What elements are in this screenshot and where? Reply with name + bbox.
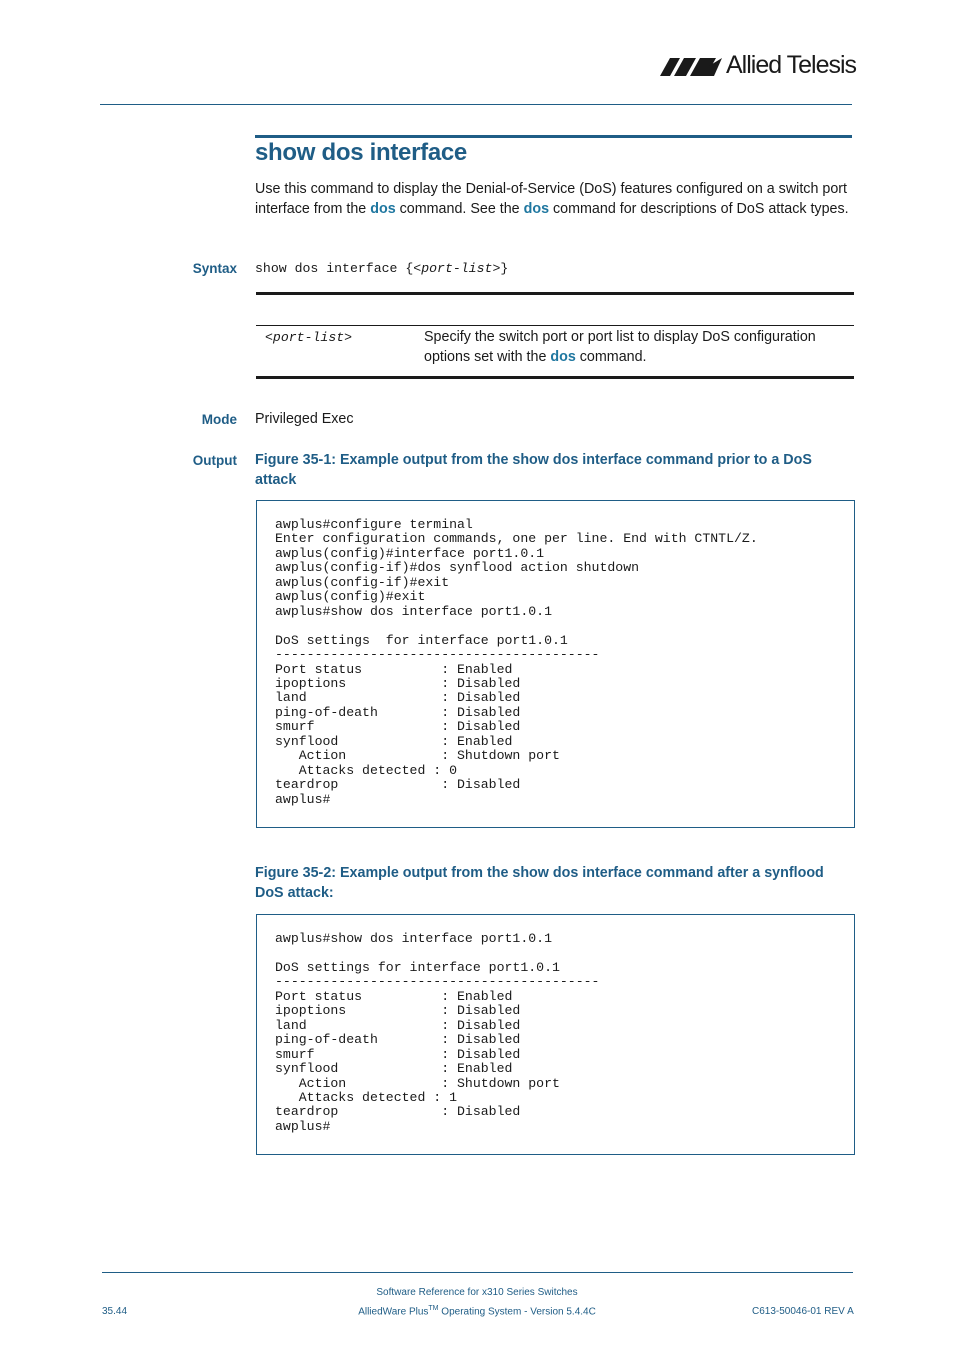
dos-link[interactable]: dos: [550, 348, 576, 365]
mode-value: Privileged Exec: [255, 411, 354, 427]
dos-link[interactable]: dos: [523, 200, 550, 217]
footer-divider: [102, 1272, 853, 1273]
footer-version-suffix: Operating System - Version 5.4.4C: [438, 1306, 596, 1318]
figure-1-caption: Figure 35-1: Example output from the show dos interface command prior to a DoS attack: [255, 452, 812, 488]
footer-version: [200, 1305, 754, 1317]
param-table-bottom-rule: [256, 376, 854, 379]
syntax-code-prefix: show dos interface {<: [255, 261, 422, 276]
figure-1-code: awplus#configure terminal Enter configuration commands, one per line. End with CTNTL/Z. awplus(config)#interface port1.0.1 awplus(config-if)#dos synflood action shutdown awplus(config-if)#exit awplus(config)#exit awplus#show dos interface port1.0.1 DoS settings for interface port1.0.1 ----------------------------------------- Port status : Enabled ipoptions : Disabled land : Disabled ping-of-death : Disabled smurf : Disabled synflood : Enabled Action : Shutdown port Attacks detected : 0 teardrop : Disabled awplus#: [275, 517, 758, 807]
logo-mark-icon: [660, 54, 724, 80]
param-name-value: port-list: [272, 330, 345, 345]
intro-text-1: Use this command to display the Denial-of-Service (DoS) features configured on a switch port interface from the: [255, 181, 848, 217]
mode-label: Mode: [201, 412, 237, 427]
page-title: show dos interface: [255, 139, 467, 166]
figure-2-code-box: [256, 914, 855, 1155]
header-divider: [100, 104, 852, 105]
param-name-suffix: >: [344, 330, 353, 345]
allied-telesis-logo: [660, 50, 860, 80]
footer-version-sup: TM: [428, 1305, 439, 1312]
output-label: Output: [192, 453, 237, 468]
param-name-prefix: <: [265, 330, 273, 345]
syntax-code-param: port-list: [421, 261, 493, 276]
dos-link[interactable]: dos: [370, 200, 396, 217]
param-name: [265, 330, 352, 345]
param-description: [424, 328, 852, 367]
figure-2-code: awplus#show dos interface port1.0.1 DoS settings for interface port1.0.1 ----------------------------------------- Port status : Enabled ipoptions : Disabled land : Disabled ping-of-death : Disabled smurf : Disabled synflood : Enabled Action : Shutdown port Attacks detected : 1 teardrop : Disabled awplus#: [275, 931, 600, 1134]
figure-2-caption: Figure 35-2: Example output from the show dos interface command after a synflood DoS attack:: [255, 865, 824, 901]
logo-text: Allied Telesis: [726, 51, 857, 79]
param-desc-text-1: Specify the switch port or port list to display DoS configuration options set with the: [424, 329, 816, 365]
intro-paragraph: [255, 180, 852, 219]
syntax-code-suffix: >}: [492, 261, 509, 276]
footer-version-prefix: AlliedWare Plus: [358, 1306, 429, 1318]
document-id: C613-50046-01 REV A: [752, 1306, 854, 1317]
syntax-label: Syntax: [192, 261, 237, 276]
syntax-code: [255, 261, 508, 276]
intro-text-3: command for descriptions of DoS attack types.: [549, 200, 849, 217]
intro-text-2: command. See the: [395, 200, 524, 217]
param-table-top-rule: [256, 292, 854, 295]
footer-title: Software Reference for x310 Series Switches: [376, 1287, 578, 1298]
title-rule: [255, 135, 852, 138]
page-number: 35.44: [102, 1306, 128, 1317]
figure-1-code-box: [256, 500, 855, 828]
param-table-header-rule: [256, 325, 854, 326]
param-desc-text-2: command.: [575, 348, 647, 365]
